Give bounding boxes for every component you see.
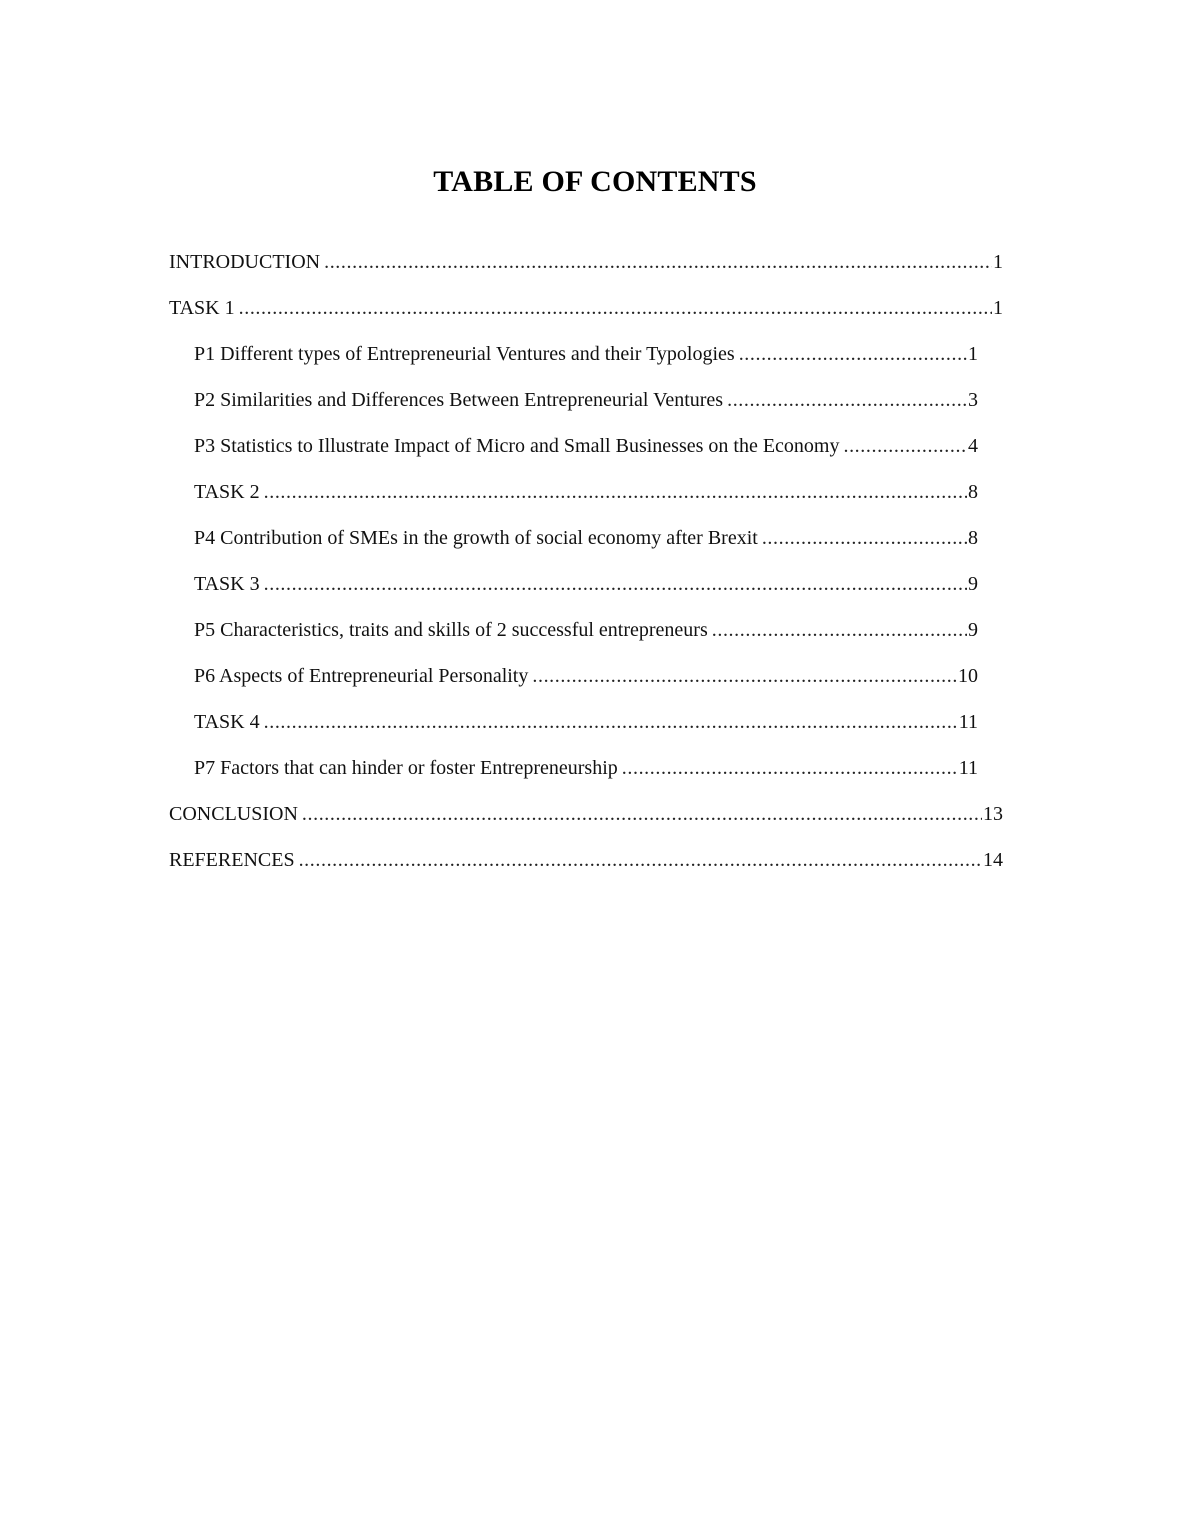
toc-dot-leader <box>264 566 967 602</box>
toc-entry-p1[interactable] <box>194 336 978 382</box>
toc-entry-references[interactable] <box>169 842 1003 888</box>
toc-entry-p6[interactable] <box>194 658 978 704</box>
toc-entry-text: CONCLUSION <box>169 803 298 825</box>
toc-page-number: 13 <box>983 803 1003 825</box>
toc-entry-text: TASK 1 <box>169 297 235 319</box>
toc-dot-leader <box>739 336 967 372</box>
toc-page-number: 1 <box>968 343 978 365</box>
toc-dot-leader <box>264 704 958 740</box>
toc-entry-text: P5 Characteristics, traits and skills of 2 successful entrepreneurs <box>194 619 708 641</box>
toc-page-number: 1 <box>993 251 1003 273</box>
toc-entry-text: INTRODUCTION <box>169 251 321 273</box>
toc-entry-task-3[interactable] <box>194 566 978 612</box>
toc-entry-introduction[interactable] <box>169 244 1003 290</box>
toc-page-number: 11 <box>958 711 978 733</box>
toc-page-number: 3 <box>968 389 978 411</box>
toc-page-number: 9 <box>968 573 978 595</box>
toc-page-number: 8 <box>968 481 978 503</box>
toc-entry-task-4[interactable] <box>194 704 978 750</box>
toc-page-number: 14 <box>983 849 1003 871</box>
toc-page-number: 10 <box>958 665 978 687</box>
toc-dot-leader <box>712 612 967 648</box>
toc-entry-text: REFERENCES <box>169 849 295 871</box>
toc-dot-leader <box>302 796 982 832</box>
toc-dot-leader <box>762 520 967 556</box>
toc-dot-leader <box>843 428 967 464</box>
toc-entry-text: TASK 4 <box>194 711 260 733</box>
toc-entry-text: P4 Contribution of SMEs in the growth of social economy after Brexit <box>194 527 758 549</box>
toc-entry-p4[interactable] <box>194 520 978 566</box>
toc-page-number: 9 <box>968 619 978 641</box>
toc-page-number: 1 <box>993 297 1003 319</box>
toc-page-number: 4 <box>968 435 978 457</box>
toc-entry-task-1[interactable] <box>169 290 1003 336</box>
toc-entry-task-2[interactable] <box>194 474 978 520</box>
toc-entry-text: P6 Aspects of Entrepreneurial Personality <box>194 665 529 687</box>
toc-entry-text: P7 Factors that can hinder or foster Entrepreneurship <box>194 757 618 779</box>
toc-title: TABLE OF CONTENTS <box>433 165 757 198</box>
toc-dot-leader <box>622 750 958 786</box>
toc-dot-leader <box>727 382 967 418</box>
toc-page-number: 8 <box>968 527 978 549</box>
toc-entry-p2[interactable] <box>194 382 978 428</box>
toc-entry-text: TASK 2 <box>194 481 260 503</box>
toc-entry-text: P2 Similarities and Differences Between Entrepreneurial Ventures <box>194 389 724 411</box>
toc-dot-leader <box>264 474 967 510</box>
toc-entry-text: P1 Different types of Entrepreneurial Ventures and their Typologies <box>194 343 735 365</box>
toc-entry-text: P3 Statistics to Illustrate Impact of Micro and Small Businesses on the Economy <box>194 435 840 457</box>
toc-dot-leader <box>532 658 957 694</box>
toc-entry-p7[interactable] <box>194 750 978 796</box>
toc-page-number: 11 <box>958 757 978 779</box>
toc-dot-leader <box>299 842 982 878</box>
toc-entry-p3[interactable] <box>194 428 978 474</box>
toc-entry-text: TASK 3 <box>194 573 260 595</box>
toc-dot-leader <box>239 290 992 326</box>
toc-list <box>0 244 1190 888</box>
toc-entry-p5[interactable] <box>194 612 978 658</box>
toc-entry-conclusion[interactable] <box>169 796 1003 842</box>
toc-dot-leader <box>324 244 992 280</box>
